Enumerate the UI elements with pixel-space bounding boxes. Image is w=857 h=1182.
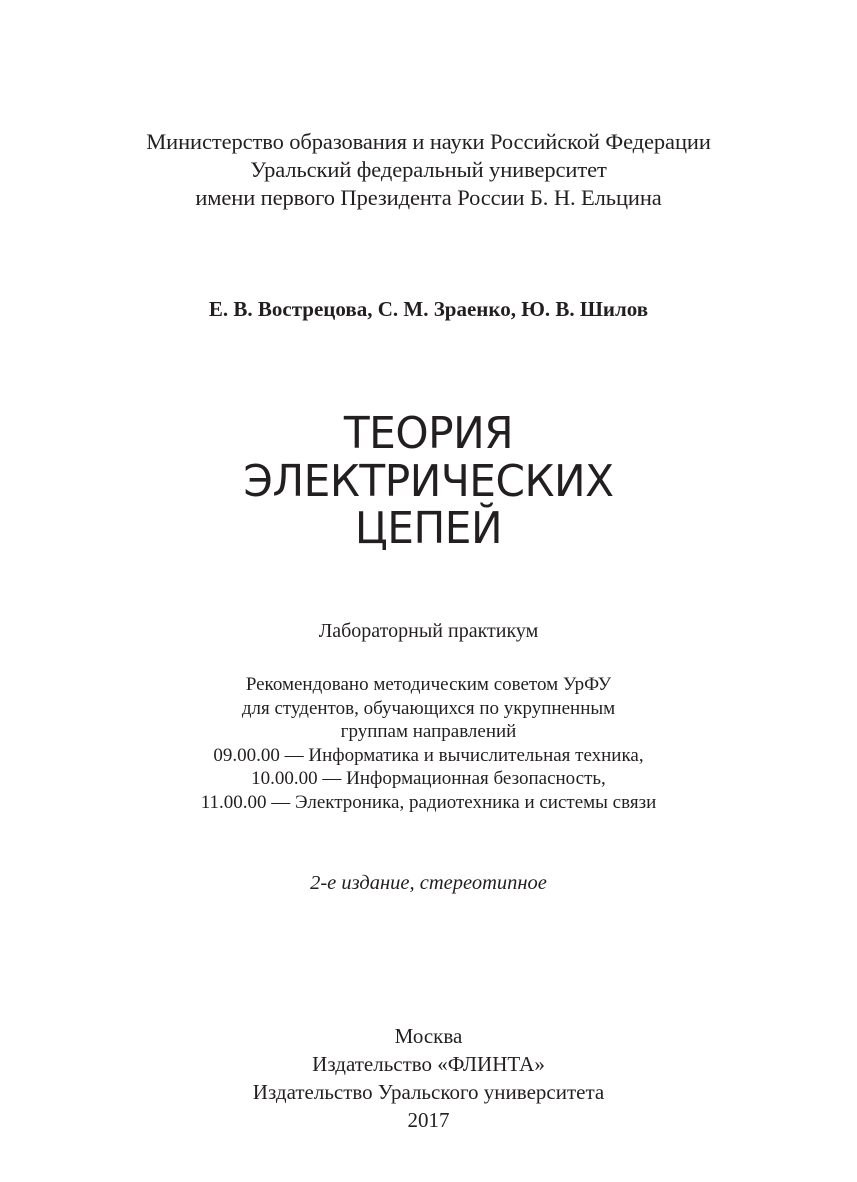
- recommendation-line: Рекомендовано методическим советом УрФУ: [245, 674, 612, 695]
- imprint-publisher-flinta: Издательство «ФЛИНТА»: [312, 1052, 545, 1076]
- book-title-line-3: ЦЕПЕЙ: [354, 503, 503, 554]
- ministry-line: Министерство образования и науки Российской Федерации: [146, 129, 711, 154]
- book-title-line-1: ТЕОРИЯ: [343, 408, 514, 459]
- recommendation-line: для студентов, обучающихся по укрупненным: [241, 697, 616, 719]
- imprint-publisher-ural: Издательство Уральского университета: [252, 1080, 605, 1104]
- university-name-line: имени первого Президента России Б. Н. Ельцина: [195, 185, 662, 210]
- recommendation-line: 11.00.00 — Электроника, радиотехника и системы связи: [200, 791, 657, 813]
- authors: Е. В. Вострецова, С. М. Зраенко, Ю. В. Шилов: [208, 297, 649, 321]
- imprint-year: 2017: [407, 1108, 450, 1132]
- imprint: [0, 1022, 857, 1134]
- book-subtitle: Лабораторный практикум: [318, 620, 539, 642]
- recommendation-line: 10.00.00 — Информационная безопасность,: [251, 768, 606, 789]
- university-line: Уральский федеральный университет: [250, 157, 607, 182]
- imprint-city: Москва: [394, 1024, 463, 1048]
- recommendation-line: 09.00.00 — Информатика и вычислительная техника,: [213, 744, 644, 766]
- book-title: [17, 410, 840, 553]
- book-title-line-2: ЭЛЕКТРИЧЕСКИХ: [243, 455, 614, 507]
- ministry-header: [0, 128, 857, 212]
- edition-note: 2-е издание, стереотипное: [310, 872, 547, 894]
- recommendation-line: группам направлений: [340, 721, 517, 742]
- recommendation-text: [0, 673, 857, 814]
